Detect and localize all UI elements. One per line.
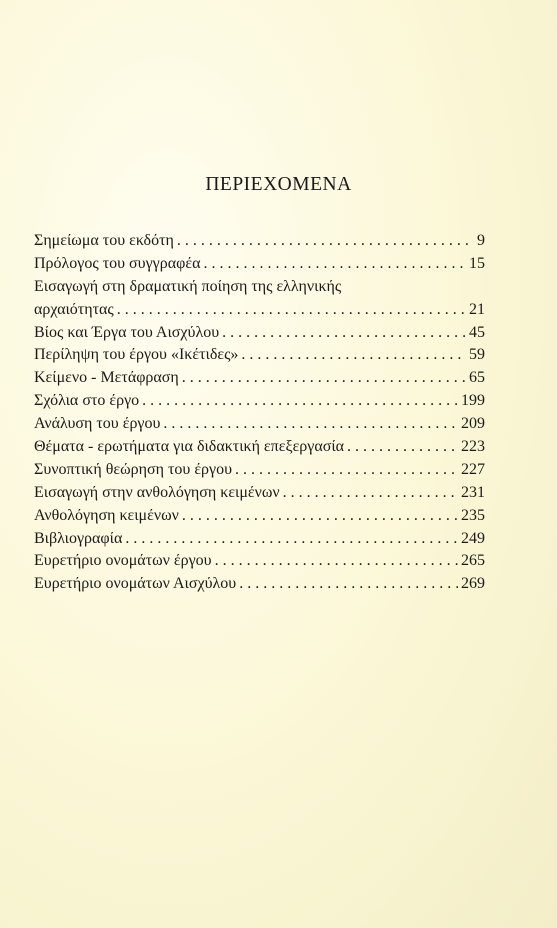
toc-entry — [34, 482, 485, 505]
dot-leader — [182, 367, 466, 390]
toc-entry — [34, 276, 485, 299]
toc-entry — [34, 436, 485, 459]
toc-entry-page: 227 — [461, 460, 485, 478]
toc-entry — [34, 413, 485, 436]
dot-leader — [347, 436, 458, 459]
toc-entry-label: Ανθολόγηση κειμένων — [34, 506, 179, 524]
toc-entry — [34, 390, 485, 413]
toc-entry — [34, 230, 485, 253]
toc-entry-page: 209 — [461, 415, 485, 433]
toc-entry-label: Συνοπτική θεώρηση του έργου — [34, 460, 233, 478]
page-title: ΠΕΡΙΕΧΟΜΕΝΑ — [205, 174, 352, 195]
toc-entry-page: 15 — [469, 254, 485, 272]
toc-entry-label: Βίος και Έργα του Αισχύλου — [34, 323, 220, 341]
toc-entry — [34, 528, 485, 551]
toc-entry-page: 249 — [461, 529, 485, 547]
toc-entry — [34, 459, 485, 482]
toc-entry-label: Σχόλια στο έργο — [34, 392, 140, 410]
toc-entry-label: Εισαγωγή στην ανθολόγηση κειμένων — [34, 483, 280, 501]
toc-entry-label: αρχαιότητας — [34, 300, 114, 318]
toc-entry-page: 265 — [461, 552, 485, 570]
toc-entry — [34, 253, 485, 276]
dot-leader — [142, 390, 458, 413]
dot-leader — [203, 253, 466, 276]
toc-entry-label: Σημείωμα του εκδότη — [34, 232, 174, 249]
toc-entry-page: 223 — [461, 438, 485, 456]
toc-entry-page: 235 — [461, 506, 485, 524]
toc-entry-label: Κείμενο - Μετάφραση — [34, 369, 179, 387]
table-of-contents — [34, 230, 485, 596]
dot-leader — [182, 505, 458, 528]
toc-entry-page: 65 — [469, 369, 485, 387]
toc-entry-label: Περίληψη του έργου «Ικέτιδες» — [34, 346, 239, 364]
toc-entry-page: 231 — [461, 483, 485, 501]
toc-entry-label: Θέματα - ερωτήματα για διδακτική επεξεργασία — [34, 438, 345, 456]
toc-entry — [34, 573, 485, 596]
dot-leader — [163, 413, 458, 436]
toc-entry — [34, 299, 485, 322]
toc-entry-label: Εισαγωγή στη δραματική ποίηση της ελληνικής — [34, 277, 342, 295]
toc-entry — [34, 344, 485, 367]
dot-leader — [222, 322, 466, 345]
toc-entry-label: Πρόλογος του συγγραφέα — [34, 254, 201, 272]
toc-entry-page: 59 — [469, 346, 485, 364]
toc-entry-label: Ανάλυση του έργου — [34, 415, 161, 433]
dot-leader — [177, 230, 474, 253]
toc-entry-page: 21 — [469, 300, 485, 318]
dot-leader — [241, 344, 466, 367]
toc-entry — [34, 322, 485, 345]
toc-entry — [34, 505, 485, 528]
toc-entry — [34, 550, 485, 573]
dot-leader — [235, 459, 458, 482]
dot-leader — [125, 528, 458, 551]
toc-entry-label: Βιβλιογραφία — [34, 529, 123, 547]
dot-leader — [239, 573, 458, 596]
toc-entry — [34, 367, 485, 390]
toc-entry-label: Ευρετήριο ονομάτων Αισχύλου — [34, 575, 237, 593]
toc-entry-page: 269 — [461, 575, 485, 593]
toc-entry-page: 199 — [461, 392, 485, 410]
toc-entry-label: Ευρετήριο ονομάτων έργου — [34, 552, 212, 570]
dot-leader — [283, 482, 458, 505]
toc-entry-page: 9 — [477, 232, 485, 249]
toc-entry-page: 45 — [469, 323, 485, 341]
dot-leader — [215, 550, 458, 573]
dot-leader — [117, 299, 466, 322]
